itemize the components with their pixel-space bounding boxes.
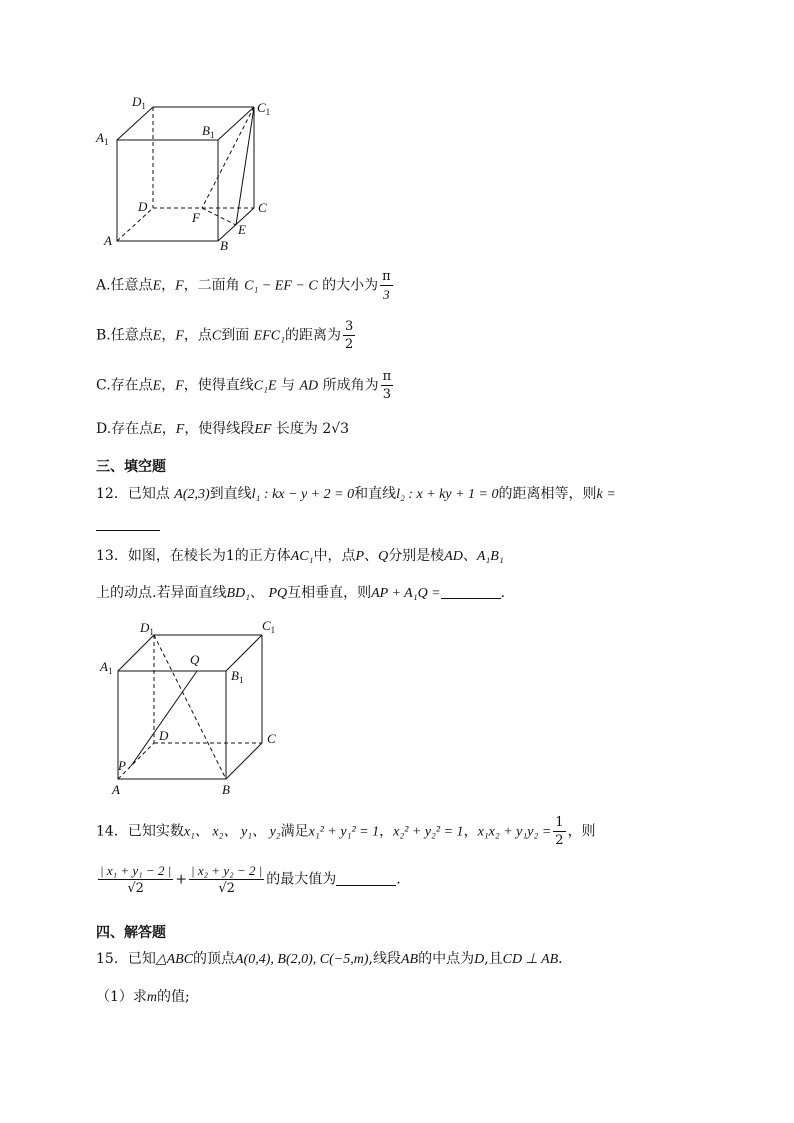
- option-c: C.存在点E，F，使得直线C₁E 与 AD 所成角为 $\frac{\pi}{3}$: [96, 369, 392, 402]
- label-B1: $B_1$: [202, 123, 215, 140]
- label-A: A: [104, 233, 112, 248]
- label-D1: $D_1$: [140, 620, 154, 637]
- label-D: D: [159, 728, 169, 743]
- label-C1: $C_1$: [262, 618, 276, 635]
- option-b: B.任意点E，F，点C到面 EFC₁的距离为 $\frac{3}{2}$: [96, 319, 354, 352]
- answer-blank-13[interactable]: [441, 584, 501, 599]
- cube-figure-2: [96, 614, 296, 804]
- option-d: D.存在点E，F，使得线段EF 长度为 2√3: [96, 421, 350, 437]
- answer-blank-12[interactable]: [96, 514, 160, 531]
- front-face: [117, 140, 218, 241]
- question-15: 15．已知△ABC的顶点A(0,4), B(2,0), C(−5,m),线段AB的中点为D,且CD ⊥ AB.: [96, 951, 563, 967]
- question-12: 12．已知点 A(2,3)到直线l₁ : kx − y + 2 = 0和直线l₂ : x + ky + 1 = 0的距离相等，则k =: [96, 486, 616, 502]
- label-F: F: [192, 210, 200, 225]
- label-C1: $C_1$: [257, 100, 271, 117]
- label-E: E: [238, 222, 246, 237]
- label-C: C: [258, 200, 267, 215]
- question-14-line-1: 14．已知实数x₁、 x₂、 y₁、 y₂满足x₁² + y₁² = 1，x₂² + y₂² = 1，x₁x₂ + y₁y₂ = $\frac{1}{2}$ ，则: [96, 815, 596, 848]
- label-Q: Q: [190, 652, 200, 667]
- label-A: A: [112, 782, 120, 797]
- label-B: B: [220, 238, 228, 253]
- section-title-solutions: 四、解答题: [96, 925, 166, 941]
- question-13-line-1: 13．如图，在棱长为1的正方体AC₁中，点P、Q分别是棱AD、A₁B₁: [96, 548, 504, 564]
- option-a: A.任意点E，F，二面角 C₁ − EF − C 的大小为 $\frac{\pi}{3}$: [96, 269, 391, 302]
- label-P: P: [118, 758, 126, 773]
- cube-figure-1: [90, 92, 290, 257]
- label-D: D: [138, 199, 148, 214]
- question-14-line-2: $\frac{\text{| x₁ + y₁ − 2 |}}{√2}$ + $\frac{\text{| x₂ + y₂ − 2 |}}{√2}$ 的最大值为 .: [100, 863, 401, 896]
- label-A1: $A_1$: [100, 659, 113, 676]
- label-C: C: [267, 731, 276, 746]
- question-15-part-1: （1）求m的值;: [96, 989, 190, 1005]
- answer-blank-14[interactable]: [336, 871, 396, 886]
- section-title-fill-blank: 三、填空题: [96, 459, 166, 475]
- label-D1: $D_1$: [132, 94, 146, 111]
- question-13-line-2: 上的动点.若异面直线BD₁、 PQ互相垂直，则AP + A₁Q = .: [96, 585, 506, 601]
- label-B1: $B_1$: [231, 668, 244, 685]
- label-B: B: [222, 782, 230, 797]
- label-A1: $A_1$: [96, 130, 109, 147]
